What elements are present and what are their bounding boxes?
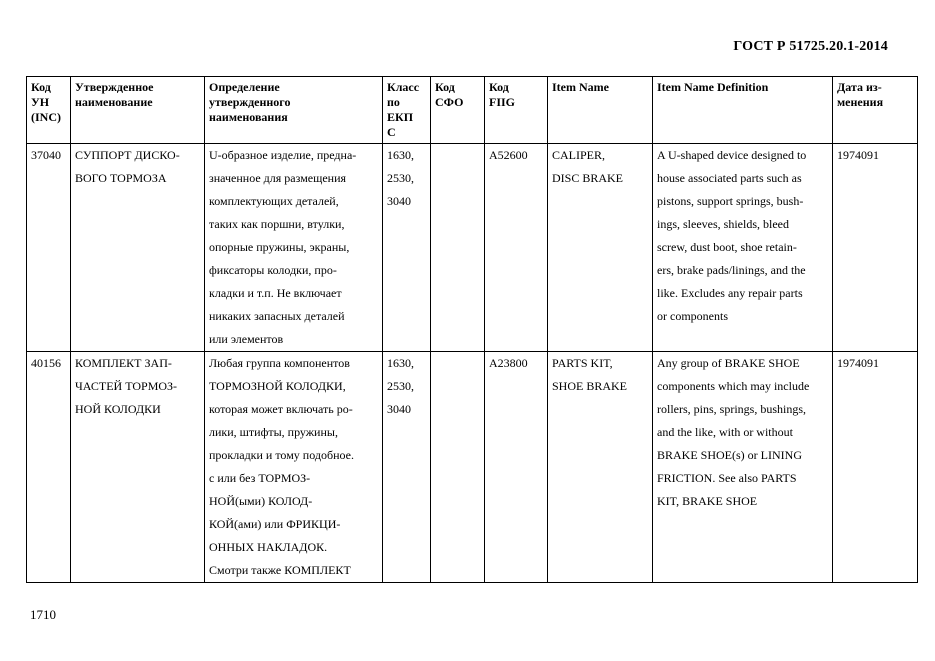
col-header-approved-name: Утвержденное наименование bbox=[71, 77, 205, 144]
col-header-definition: Определение утвержденного наименования bbox=[205, 77, 383, 144]
cell-item-name: CALIPER, DISC BRAKE bbox=[548, 144, 653, 352]
cell-item-name: PARTS KIT, SHOE BRAKE bbox=[548, 352, 653, 583]
cell-fiig: A52600 bbox=[485, 144, 548, 352]
table-header-row bbox=[27, 77, 918, 144]
cell-definition: U-образное изделие, предна- значенное для размещения комплектующих деталей, таких как поршни, втулки, опорные пружины, экраны, фиксаторы колодки, про- кладки и т.п. Не включает никаких запасных деталей или элементов bbox=[205, 144, 383, 352]
cell-sfo bbox=[431, 352, 485, 583]
col-header-fiig: Код FIIG bbox=[485, 77, 548, 144]
cell-change-date: 1974091 bbox=[833, 352, 918, 583]
cell-definition: Любая группа компонентов ТОРМОЗНОЙ КОЛОДКИ, которая может включать ро- лики, штифты, пружины, прокладки и тому подобное. с или без ТОРМОЗ- НОЙ(ыми) КОЛОД- КОЙ(ами) или ФРИКЦИ- ОННЫХ НАКЛАДОК. Смотри также КОМПЛЕКТ bbox=[205, 352, 383, 583]
col-header-sfo: Код СФО bbox=[431, 77, 485, 144]
cell-class: 1630, 2530, 3040 bbox=[383, 352, 431, 583]
col-header-change-date: Дата из- менения bbox=[833, 77, 918, 144]
page-number: 1710 bbox=[30, 607, 56, 622]
cell-approved-name: КОМПЛЕКТ ЗАП- ЧАСТЕЙ ТОРМОЗ- НОЙ КОЛОДКИ bbox=[71, 352, 205, 583]
standard-designation: ГОСТ Р 51725.20.1-2014 bbox=[733, 39, 888, 54]
cell-item-name-definition: A U-shaped device designed to house associated parts such as pistons, support springs, bush- ings, sleeves, shields, bleed screw, dust boot, shoe retain- ers, brake pads/linings, and the like. Excludes any repair parts or components bbox=[653, 144, 833, 352]
cell-inc: 37040 bbox=[27, 144, 71, 352]
table-row bbox=[27, 352, 918, 583]
col-header-class: Класс по ЕКП С bbox=[383, 77, 431, 144]
cell-fiig: A23800 bbox=[485, 352, 548, 583]
cell-sfo bbox=[431, 144, 485, 352]
cell-inc: 40156 bbox=[27, 352, 71, 583]
cell-change-date: 1974091 bbox=[833, 144, 918, 352]
table-row bbox=[27, 144, 918, 352]
cell-class: 1630, 2530, 3040 bbox=[383, 144, 431, 352]
col-header-item-name: Item Name bbox=[548, 77, 653, 144]
col-header-item-name-definition: Item Name Definition bbox=[653, 77, 833, 144]
cell-approved-name: СУППОРТ ДИСКО- ВОГО ТОРМОЗА bbox=[71, 144, 205, 352]
cell-item-name-definition: Any group of BRAKE SHOE components which may include rollers, pins, springs, bushings, and the like, with or without BRAKE SHOE(s) or LINING FRICTION. See also PARTS KIT, BRAKE SHOE bbox=[653, 352, 833, 583]
col-header-inc: Код УН (INC) bbox=[27, 77, 71, 144]
register-table bbox=[26, 76, 918, 583]
